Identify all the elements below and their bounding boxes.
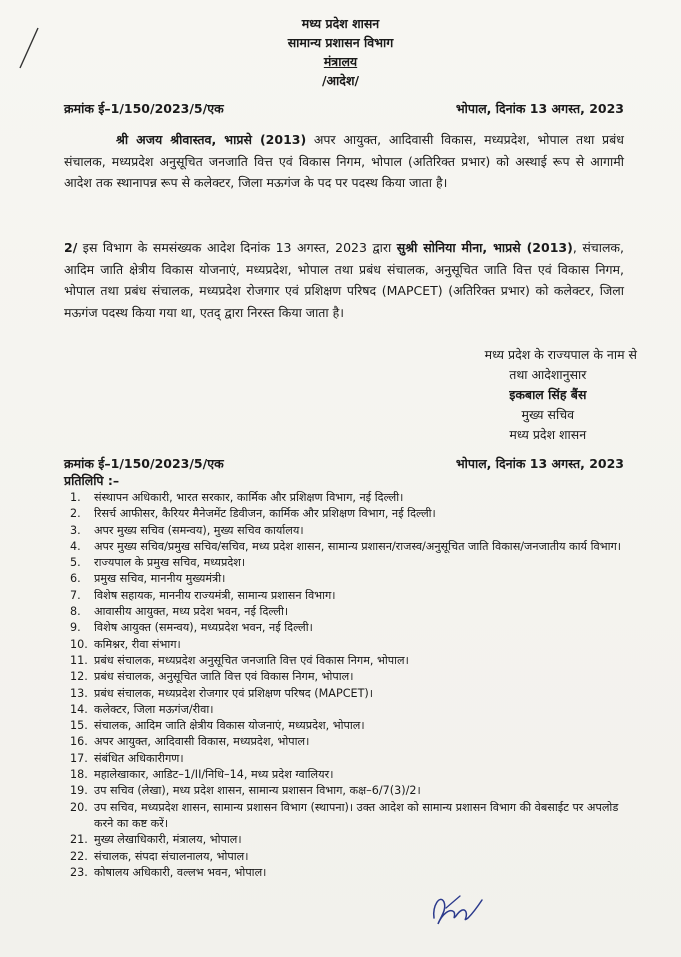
copy-item-text: प्रबंध संचालक, मध्यप्रदेश अनुसूचित जनजाति वित्त एवं विकास निगम, भोपाल। [94, 653, 409, 667]
copy-item [70, 571, 630, 587]
copy-order-date: भोपाल, दिनांक 13 अगस्त, 2023 [455, 456, 624, 471]
copy-item [70, 751, 630, 767]
copy-item-number: 4. [70, 539, 81, 553]
copy-item [70, 637, 630, 653]
copy-item [70, 588, 630, 604]
copy-item-number: 21. [70, 833, 88, 847]
copy-item-text: अपर मुख्य सचिव/प्रमुख सचिव/सचिव, मध्य प्रदेश शासन, सामान्य प्रशासन/राजस्व/अनुसूचित जाति विकास/जनजातीय कार्य विभाग। [94, 539, 622, 553]
document-header [0, 14, 681, 90]
copy-item-number: 16. [70, 735, 88, 749]
order-date: भोपाल, दिनांक 13 अगस्त, 2023 [455, 101, 624, 116]
paragraph-1 [64, 129, 624, 194]
copy-item-number: 7. [70, 588, 81, 602]
copy-order-number: क्रमांक ई–1/150/2023/5/एक [64, 456, 224, 471]
copy-item-text: प्रबंध संचालक, अनुसूचित जाति वित्त एवं विकास निगम, भोपाल। [94, 670, 354, 684]
copy-item [70, 767, 630, 783]
copy-item-text: कोषालय अधिकारी, वल्लभ भवन, भोपाल। [94, 865, 267, 879]
copy-item-number: 6. [70, 572, 81, 586]
copy-item-number: 2. [70, 507, 81, 521]
copy-item-number: 15. [70, 719, 88, 733]
copy-item-number: 3. [70, 523, 81, 537]
copy-item-text: विशेष आयुक्त (समन्वय), मध्यप्रदेश भवन, नई दिल्ली। [94, 621, 313, 635]
copy-item-text: रिसर्च आफीसर, कैरियर मैनेजमेंट डिवीजन, कार्मिक और प्रशिक्षण विभाग, नई दिल्ली। [94, 507, 436, 521]
copy-item-text: महालेखाकार, आडिट–1/II/निधि–14, मध्य प्रदेश ग्वालियर। [94, 768, 334, 782]
copy-item-text: संचालक, संपदा संचालनालय, भोपाल। [94, 849, 249, 863]
copy-item-number: 22. [70, 849, 88, 863]
govt-name: मध्य प्रदेश शासन [301, 16, 380, 31]
copy-item [70, 669, 630, 685]
signatory-block [484, 345, 637, 445]
copy-item [70, 555, 630, 571]
copy-item [70, 832, 630, 848]
paragraph-2 [64, 237, 624, 323]
copy-reference [64, 455, 624, 472]
copy-item [70, 490, 630, 506]
copy-item-number: 10. [70, 637, 88, 651]
signatory-name: इकबाल सिंह बैंस [509, 387, 587, 402]
copy-item-number: 8. [70, 605, 81, 619]
ministry-name: मंत्रालय [323, 54, 358, 69]
order-number: क्रमांक ई–1/150/2023/5/एक [64, 101, 224, 116]
signatory-line-2: तथा आदेशानुसार [509, 367, 587, 382]
copy-item-number: 14. [70, 702, 88, 716]
department-name: सामान्य प्रशासन विभाग [287, 35, 394, 50]
copy-item-text: संबंधित अधिकारीगण। [94, 751, 184, 765]
paragraph-2-text-b: , संचालक, आदिम जाति क्षेत्रीय विकास योजनाएं, मध्यप्रदेश, भोपाल तथा प्रबंध संचालक, अनुसूचित जाति वित्त एवं विकास निगम, भोपाल तथा प्रबंध संचालक, मध्यप्रदेश रोजगार एवं प्रशिक्षण परिषद (MAPCET) (अतिरिक्त प्रभार) को कलेक्टर, जिला मऊगंज पदस्थ किया गया था, एतद् द्वारा निरस्त किया जाता है। [64, 240, 624, 320]
copy-item-text: प्रमुख सचिव, माननीय मुख्यमंत्री। [94, 572, 226, 586]
copy-item-number: 17. [70, 751, 88, 765]
paragraph-1-text: अपर आयुक्त, आदिवासी विकास, मध्यप्रदेश, भोपाल तथा प्रबंध संचालक, मध्यप्रदेश अनुसूचित जनजाति वित्त एवं विकास निगम, भोपाल (अतिरिक्त प्रभार) को अस्थाई रूप से आगामी आदेश तक स्थानापन्न रूप से कलेक्टर, जिला मऊगंज के पद पर पदस्थ किया जाता है। [64, 132, 624, 190]
copy-item-number: 11. [70, 653, 88, 667]
signatory-designation: मुख्य सचिव [521, 407, 575, 422]
copy-item [70, 653, 630, 669]
order-reference [64, 100, 624, 117]
copy-item [70, 686, 630, 702]
copy-item [70, 539, 630, 555]
copy-item-text: आवासीय आयुक्त, मध्य प्रदेश भवन, नई दिल्ली। [94, 605, 289, 619]
copy-item [70, 800, 630, 833]
copy-item-text: संचालक, आदिम जाति क्षेत्रीय विकास योजनाएं, मध्यप्रदेश, भोपाल। [94, 719, 365, 733]
copy-item-number: 20. [70, 800, 88, 814]
copy-item [70, 620, 630, 636]
order-title: /आदेश/ [321, 73, 360, 88]
copy-item-number: 19. [70, 784, 88, 798]
paragraph-2-text-a: इस विभाग के समसंख्यक आदेश दिनांक 13 अगस्त, 2023 द्वारा [77, 240, 397, 255]
copy-item-text: राज्यपाल के प्रमुख सचिव, मध्यप्रदेश। [94, 556, 246, 570]
officer-name-2: सुश्री सोनिया मीना, भाप्रसे (2013) [396, 240, 573, 255]
copy-item-text: विशेष सहायक, माननीय राज्यमंत्री, सामान्य प्रशासन विभाग। [94, 588, 336, 602]
officer-name: श्री अजय श्रीवास्तव, भाप्रसे (2013) [116, 132, 307, 147]
copy-item-text: कलेक्टर, जिला मऊगंज/रीवा। [94, 702, 214, 716]
copy-item [70, 865, 630, 881]
copy-item [70, 783, 630, 799]
signatory-office: मध्य प्रदेश शासन [509, 427, 587, 442]
copy-item-text: अपर मुख्य सचिव (समन्वय), मुख्य सचिव कार्यालय। [94, 523, 304, 537]
signatory-line-1: मध्य प्रदेश के राज्यपाल के नाम से [484, 347, 637, 362]
copy-item-text: कमिश्नर, रीवा संभाग। [94, 637, 181, 651]
copy-item [70, 734, 630, 750]
copy-item-text: अपर आयुक्त, आदिवासी विकास, मध्यप्रदेश, भोपाल। [94, 735, 310, 749]
copy-item [70, 718, 630, 734]
copy-item-number: 13. [70, 686, 88, 700]
copy-item-number: 5. [70, 556, 81, 570]
copy-item [70, 506, 630, 522]
copy-to-label: प्रतिलिपि :– [64, 473, 120, 488]
copy-item-text: मुख्य लेखाधिकारी, मंत्रालय, भोपाल। [94, 833, 242, 847]
copy-item [70, 604, 630, 620]
handwritten-signature [426, 888, 486, 928]
copy-item-number: 9. [70, 621, 81, 635]
copy-item-number: 18. [70, 768, 88, 782]
copy-list [70, 490, 630, 881]
copy-item-number: 12. [70, 670, 88, 684]
copy-item-number: 1. [70, 491, 81, 504]
copy-item [70, 702, 630, 718]
paragraph-2-number: 2/ [64, 240, 78, 255]
copy-item-number: 23. [70, 865, 88, 879]
copy-item [70, 849, 630, 865]
copy-item-text: संस्थापन अधिकारी, भारत सरकार, कार्मिक और प्रशिक्षण विभाग, नई दिल्ली। [94, 491, 404, 504]
copy-item-text: उप सचिव (लेखा), मध्य प्रदेश शासन, सामान्य प्रशासन विभाग, कक्ष–6/7(3)/2। [94, 784, 421, 798]
copy-item-text: प्रबंध संचालक, मध्यप्रदेश रोजगार एवं प्रशिक्षण परिषद (MAPCET)। [94, 686, 374, 700]
copy-item [70, 523, 630, 539]
copy-item-text: उप सचिव, मध्यप्रदेश शासन, सामान्य प्रशासन विभाग (स्थापना)। उक्त आदेश को सामान्य प्रशासन विभाग की वेबसाईट पर अपलोड करने का कष्ट करें। [94, 800, 619, 830]
